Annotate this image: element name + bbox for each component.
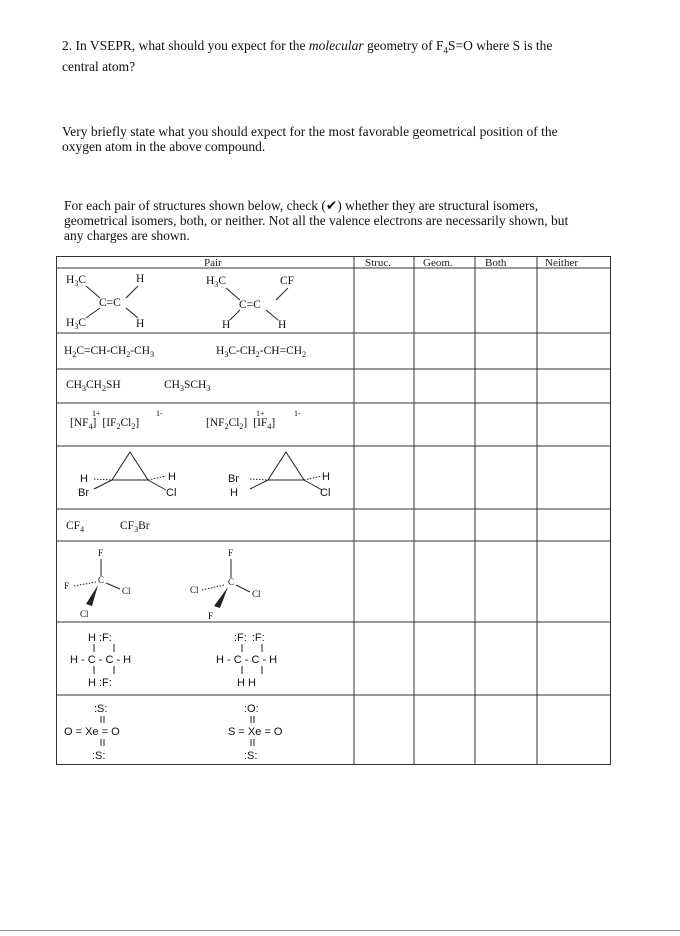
row-4-right-formula [206, 409, 301, 431]
svg-text:H: H [168, 471, 176, 483]
svg-text:F: F [208, 611, 214, 621]
row-4-left-formula [70, 409, 163, 431]
svg-text::S:: :S: [92, 750, 106, 762]
svg-text:H :F:: H :F: [88, 632, 112, 644]
q2-subscript: 4 [443, 45, 448, 56]
svg-text:F: F [98, 548, 104, 558]
q2-line2: central atom? [62, 58, 136, 74]
svg-text:O = Xe = O: O = Xe = O [64, 726, 120, 738]
q2b-line1: Very briefly state what you should expect for the most favorable geometrical position of the [62, 124, 558, 139]
instructions-line3: any charges are shown. [64, 228, 190, 243]
row-8-left-structure [70, 632, 131, 689]
svg-text:F: F [64, 581, 70, 591]
q2-text-c: S=O where S is the [447, 38, 553, 53]
svg-text:S = Xe = O: S = Xe = O [228, 726, 283, 738]
svg-text:C=C: C=C [239, 299, 261, 311]
row-8-right-structure [216, 632, 277, 689]
row-6-right-formula: $CF_3Br$ [120, 520, 150, 534]
svg-text:Cl: Cl [320, 487, 331, 499]
q2-text-b: geometry of F [363, 38, 444, 53]
svg-text::S:: :S: [94, 703, 108, 715]
row-2-right-formula: $H_3C-CH_2-CH=CH_2$ [216, 345, 307, 359]
svg-text:H: H [136, 318, 145, 330]
svg-text:H :F:: H :F: [88, 677, 112, 689]
row-7-right-structure [190, 548, 261, 621]
svg-text:Cl: Cl [122, 586, 131, 596]
row-9-left-structure [64, 703, 120, 762]
svg-text:H: H [222, 319, 231, 331]
svg-text::F::F:: :F: :F: [234, 632, 265, 644]
row-6-left-formula: $CF_4$ [66, 520, 85, 534]
svg-text:[NF4][IF2Cl2]: $[NF_4]$ $[IF_2Cl_2]$ [70, 417, 140, 431]
row-9-right-structure [228, 703, 283, 762]
svg-text:1+: 1+ [256, 409, 265, 418]
question-2b [62, 124, 558, 154]
header-struc: Struc. [365, 257, 391, 269]
q2b-line2: oxygen atom in the above compound. [62, 139, 266, 154]
header-neither: Neither [545, 257, 578, 269]
svg-text:H: H [136, 273, 145, 285]
row-7-left-structure [64, 548, 131, 619]
svg-text:H: H [230, 487, 238, 499]
svg-text:[NF2Cl2][IF4]: $[NF_2Cl_2]$ $[IF_4]$ [206, 417, 276, 431]
row-2-left-formula: $H_2C=CH-CH_2-CH_3$ [64, 345, 155, 359]
svg-text:1-: 1- [294, 409, 301, 418]
svg-text:H - C - C - H: H - C - C - H [70, 654, 132, 666]
svg-text:Cl: Cl [166, 487, 177, 499]
svg-text:H3C: $H_3C$ [66, 274, 86, 288]
page-bottom-edge [0, 930, 680, 931]
svg-text:H: H [80, 473, 88, 485]
svg-text:C=C: C=C [99, 297, 121, 309]
row-3-right-formula: $CH_3SCH_3$ [164, 379, 211, 393]
svg-text:H: H [322, 471, 330, 483]
row-3-left-formula: $CH_3CH_2SH$ [66, 379, 121, 393]
svg-text:Br: Br [228, 473, 239, 485]
svg-text:H H: H H [237, 677, 256, 689]
header-both: Both [485, 257, 507, 269]
instructions-line2: geometrical isomers, both, or neither. Not all the valence electrons are necessarily shown, but [64, 213, 569, 228]
svg-text:Cl: Cl [80, 609, 89, 619]
q2-text-a: 2. In VSEPR, what should you expect for the [62, 38, 309, 53]
svg-text::S:: :S: [244, 750, 258, 762]
row-5-left-structure [78, 452, 176, 499]
row-1-right-structure [206, 275, 294, 331]
row-5-right-structure [228, 452, 330, 499]
isomer-table [56, 256, 611, 765]
svg-text:C: C [228, 577, 235, 587]
svg-text:Cl: Cl [252, 589, 261, 599]
table-grid [56, 256, 611, 765]
svg-text:C: C [98, 575, 105, 585]
svg-text:1-: 1- [156, 409, 163, 418]
svg-text:CF: CF [280, 275, 295, 287]
svg-text:H - C - C - H: H - C - C - H [216, 654, 278, 666]
svg-text:H3C: $H_3C$ [206, 275, 226, 289]
svg-text:Cl: Cl [190, 585, 199, 595]
svg-text:F: F [228, 548, 234, 558]
q2-emphasis: molecular [308, 38, 364, 53]
svg-text:H3C: $H_3C$ [66, 317, 86, 331]
header-pair: Pair [204, 257, 222, 269]
instructions-line1: For each pair of structures shown below, check (✔) whether they are structural isomers, [64, 198, 539, 213]
svg-text:H: H [278, 319, 287, 331]
instructions [64, 198, 568, 243]
svg-text:1+: 1+ [92, 409, 101, 418]
row-1-left-structure [66, 273, 144, 331]
svg-text::O:: :O: [244, 703, 259, 715]
question-2 [62, 38, 552, 74]
header-geom: Geom. [423, 257, 453, 269]
svg-text:Br: Br [78, 487, 89, 499]
